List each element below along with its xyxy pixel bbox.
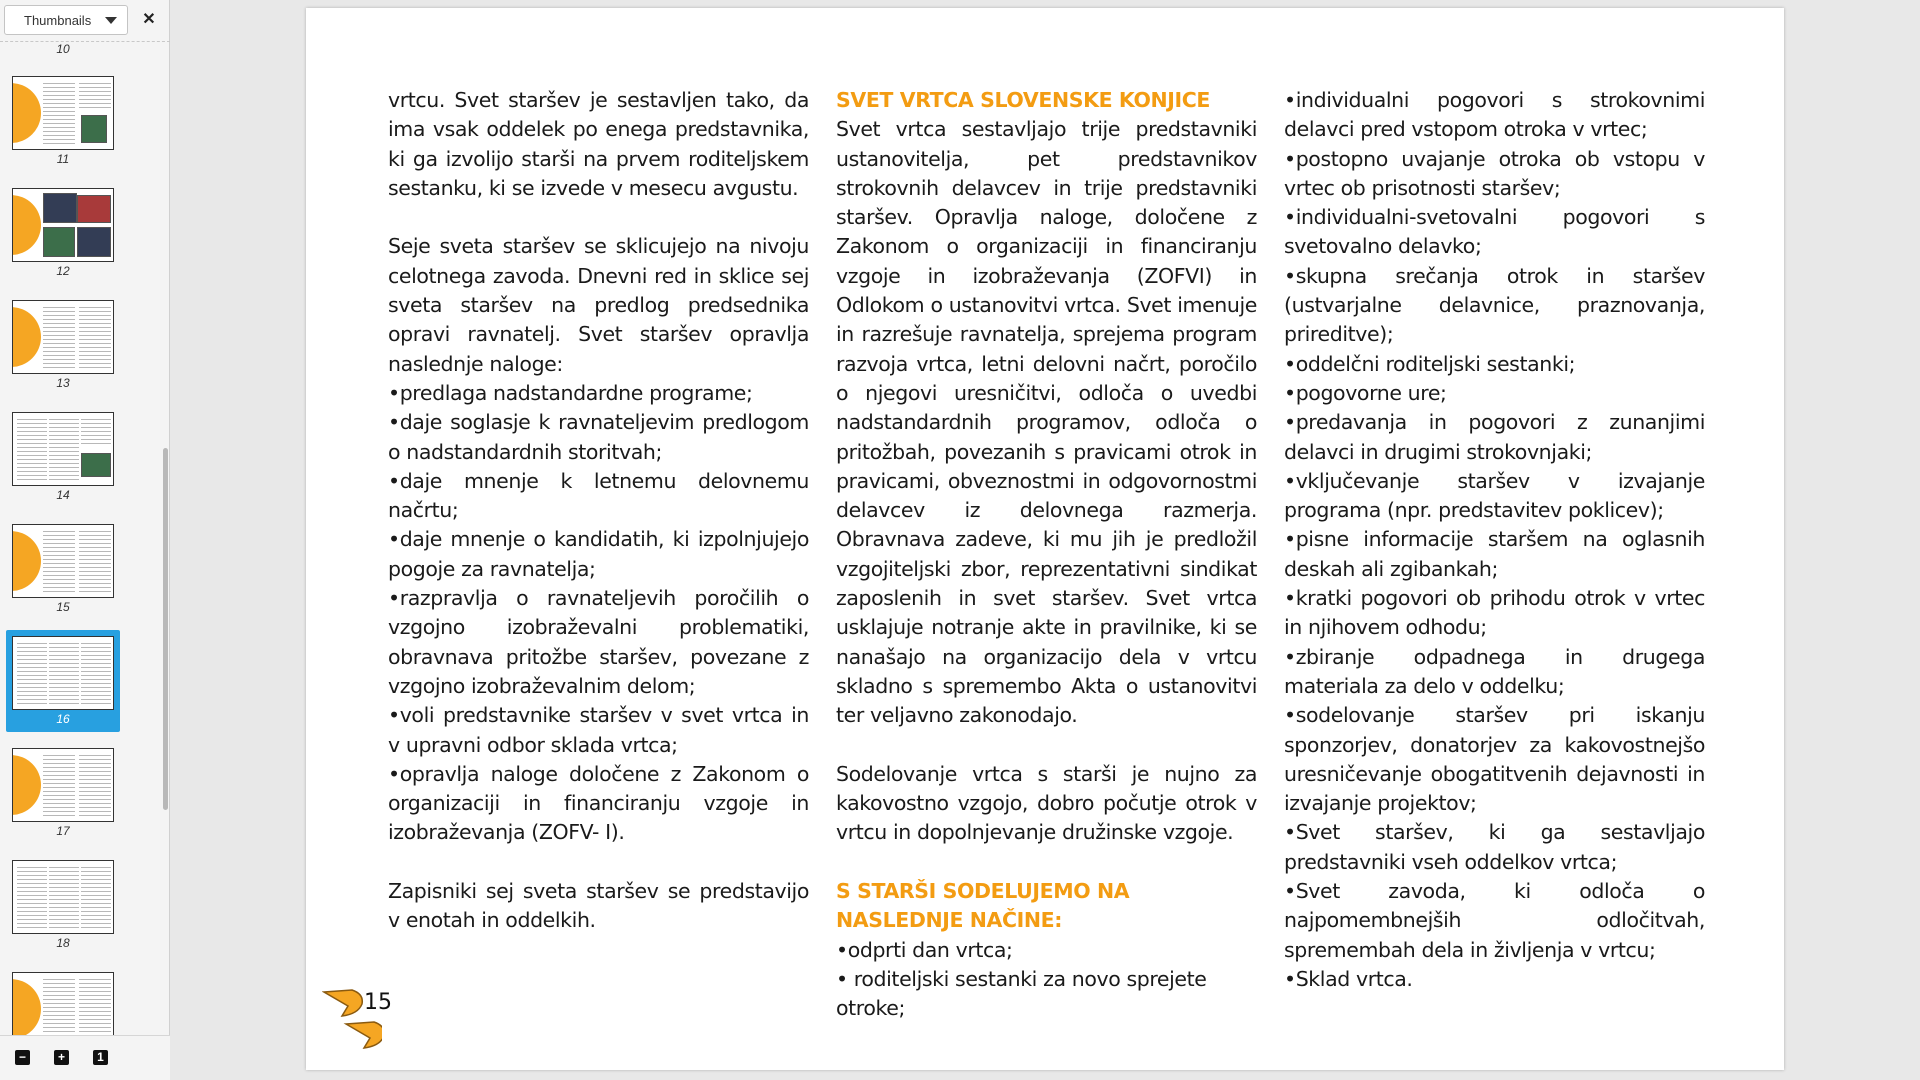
thumbnail-page-14[interactable] [6,406,120,508]
view-mode-dropdown[interactable] [4,5,128,35]
list-item: •postopno uvajanje otroka ob vstopu v vrtec ob prisotnosti staršev; [1284,146,1705,200]
thumbnail-sidebar [0,0,170,1080]
paragraph: Svet vrtca sestavljajo trije predstavniki ustanovitelja, pet predstavnikov strokovnih delavcev in trije predstavniki staršev. Opravlja naloge, določene z Zakonom o organizaciji in financiranju vzgoje in izobraževanja (ZOFVI) in Odlokom o ustanovitvi vrtca. Svet imenuje in razrešuje ravnatelja, sprejema program razvoja vrtca, letni delovni načrt, poročilo o njegovi uresničitvi, odloča o uvedbi nadstandardnih programov, odloča o pritožbah, povezanih s pravicami otrok in pravicami, obveznostmi in odgovornostmi delavcev iz delovnega razmerja. Obravnava zadeve, ki mu jih je predložil vzgojiteljski zbor, reprezentativni sindikat zaposlenih in svet staršev. Svet vrtca usklajuje notranje akte in pravilnike, ki se nanašajo na organizacijo dela v vrtcu skladno s spremembo Akta o ustanovitvi ter veljavno zakonodajo. [836,117,1257,728]
list-item: •vključevanje staršev v izvajanje programa (npr. predstavitev poklicev); [1284,468,1705,523]
thumbnail-image [12,412,114,486]
list-item: • roditeljski sestanki za novo sprejete otroke; [836,966,1207,1021]
thumbnail-image [12,972,114,1035]
list-item: •kratki pogovori ob prihodu otrok v vrtec in njihovem odhodu; [1284,586,1705,640]
close-icon[interactable]: ✕ [142,11,156,28]
thumbnail-label: 17 [56,824,70,838]
text-column-2 [836,86,1257,1024]
list-item: •skupna srečanja otrok in staršev (ustvarjalne delavnice, praznovanja, prireditve); [1284,263,1705,347]
thumbnail-image [12,76,114,150]
actual-size-button[interactable]: 1 [93,1050,108,1065]
list-item: •daje mnenje o kandidatih, ki izpolnjujejo pogoje za ravnatelja; [388,527,809,581]
thumbnail-image [12,188,114,262]
section-heading: SVET VRTCA SLOVENSKE KONJICE [836,88,1210,112]
thumbnail-label: 12 [56,264,70,278]
section-heading: S STARŠI SODELUJEMO NA NASLEDNJE NAČINE: [836,879,1130,933]
chevron-down-icon [105,17,117,24]
thumbnail-label: 14 [56,488,70,502]
thumbnail-label: 13 [56,376,70,390]
page-number: 15 [364,990,392,1015]
list-item: •zbiranje odpadnega in drugega materiala za delo v oddelku; [1284,644,1705,698]
sidebar-scrollbar[interactable] [163,448,168,810]
thumbnail-page-13[interactable] [6,294,120,396]
text-column-3 [1284,86,1705,994]
thumbnail-image [12,300,114,374]
thumbnail-label: 10 [56,42,70,56]
paragraph: Seje sveta staršev se sklicujejo na nivoju celotnega zavoda. Dnevni red in sklice sej sveta staršev na predlog predsednika opravi ravnatelj. Svet staršev opravlja naslednje naloge: [388,234,809,376]
document-page [306,8,1784,1070]
list-item: •individualni pogovori s strokovnimi delavci pred vstopom otroka v vrtec; [1284,88,1705,142]
paragraph: Sodelovanje vrtca s starši je nujno za kakovostno vzgojo, dobro počutje otrok v vrtcu in dopolnjevanje družinske vzgoje. [836,761,1257,845]
thumbnail-label: 15 [56,600,70,614]
thumbnail-image [12,860,114,934]
list-item: •pisne informacije staršem na oglasnih deskah ali zgibankah; [1284,527,1705,581]
list-item: •oddelčni roditeljski sestanki; [1284,351,1576,376]
list-item: •voli predstavnike staršev v svet vrtca in v upravni odbor sklada vrtca; [388,703,809,757]
list-item: •daje mnenje k letnemu delovnemu načrtu; [388,468,809,523]
thumbnail-page-12[interactable] [6,182,120,284]
list-item: •predlaga nadstandardne programe; [388,380,753,405]
paragraph: Zapisniki sej sveta staršev se predstavijo v enotah in oddelkih. [388,879,809,933]
list-item: •individualni-svetovalni pogovori s svetovalno delavko; [1284,205,1705,259]
thumbnail-image [12,748,114,822]
thumbnail-page-17[interactable] [6,742,120,844]
thumbnail-page-16[interactable] [6,630,120,732]
list-item: •Sklad vrtca. [1284,966,1413,991]
thumbnail-image [12,524,114,598]
list-item: •razpravlja o ravnateljevih poročilih o vzgojno izobraževalni problematiki, obravnava pritožbe staršev, povezane z vzgojno izobraževalnim delom; [388,586,809,698]
list-item: •Svet zavoda, ki odloča o najpomembnejših odločitvah, spremembah dela in življenja v vrtcu; [1284,879,1705,962]
list-item: •odprti dan vrtca; [836,937,1013,962]
list-item: •Svet staršev, ki ga sestavljajo predstavniki vseh oddelkov vrtca; [1284,820,1705,874]
thumbnail-page-11[interactable] [6,70,120,172]
list-item: •sodelovanje staršev pri iskanju sponzorjev, donatorjev za kakovostnejšo uresničevanje obogatitvenih dejavnosti in izvajanje projektov; [1284,703,1705,816]
thumbnail-page-15[interactable] [6,518,120,620]
list-item: •pogovorne ure; [1284,380,1447,405]
zoom-out-button[interactable]: − [15,1050,30,1065]
thumbnail-label: 18 [56,936,70,950]
text-column-1 [388,86,809,936]
zoom-in-button[interactable]: + [54,1050,69,1065]
thumbnail-image [12,636,114,710]
thumbnail-label: 11 [56,152,70,166]
thumbnail-page-18[interactable] [6,854,120,956]
paragraph: vrtcu. Svet staršev je sestavljen tako, da ima vsak oddelek po enega predstavnika, ki ga izvolijo starši na prvem roditeljskem sestanku, ki se izvede v mesecu avgustu. [388,88,809,200]
list-item: •predavanja in pogovori z zunanjimi delavci in drugimi strokovnjaki; [1284,410,1705,464]
view-mode-label: Thumbnails [24,12,92,28]
thumbnail-label: 16 [56,712,70,726]
list-item: •daje soglasje k ravnateljevim predlogom o nadstandardnih storitvah; [388,410,809,464]
list-item: •opravlja naloge določene z Zakonom o organizaciji in financiranju vzgoje in izobraževanja (ZOFV- I). [388,761,809,845]
thumbnail-list[interactable] [0,42,170,1035]
sidebar-header [0,0,170,42]
thumbnail-page-19[interactable] [6,966,120,1035]
sidebar-footer [0,1035,170,1080]
